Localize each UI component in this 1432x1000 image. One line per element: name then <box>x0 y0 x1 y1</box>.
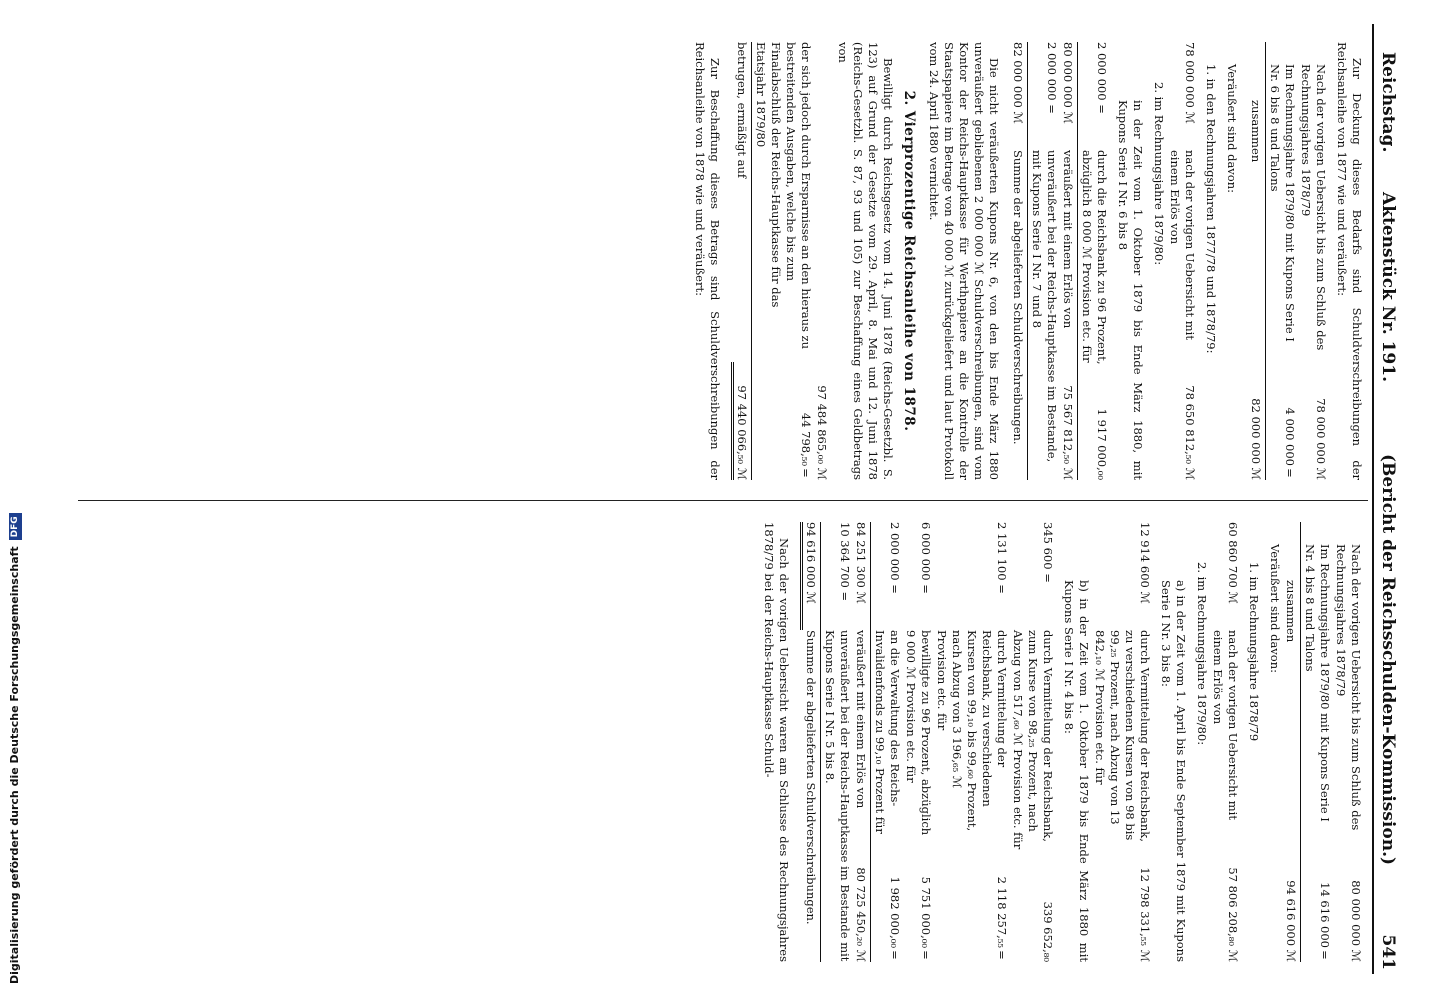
r-paragraph-schluss: Nach der vorigen Uebersicht waren am Schlusse des Rechnungsjahres 1878/79 bei der Reichs-Hauptkasse Schuld- <box>762 522 791 962</box>
rotated-page <box>18 0 1408 1000</box>
row-ersparnisse: der sich jedoch durch Ersparnisse an den hieraus zu bestreitenden Ausgaben, welche bis zum Finalabschluß der Reichs-Hauptkasse für das Etatsjahr 1879/80 44 798,₅₀ = <box>754 42 813 478</box>
header-center: Aktenstück Nr. 191. <box>1378 192 1398 383</box>
row-zusammen: zusammen 82 000 000 ℳ <box>1248 42 1266 480</box>
r-row-b4: 2 000 000 = an die Verwaltung des Reichs-Invalidenfonds zu 99,₁₀ Prozent für 1 982 000,₀₀ = <box>873 522 902 960</box>
row-i1: 78 000 000 ℳ nach der vorigen Uebersicht mit einem Erlös von 78 650 812,₅₀ ℳ <box>1168 42 1197 480</box>
veraeussert-label: Veräußert sind davon: <box>1225 64 1239 193</box>
r-row-unveraeussert: 10 364 700 = unveräußert bei der Reichs-Hauptkasse im Bestande mit Kupons Serie I Nr. 5 bis 8. <box>823 522 852 962</box>
row-nach: Nach der vorigen Uebersicht bis zum Schluß des Rechnungsjahres 1878/79 78 000 000 ℳ <box>1299 64 1328 480</box>
row-total: 80 000 000 ℳ veräußert mit einem Erlös von 75 567 812,₅₀ ℳ <box>1060 42 1078 480</box>
r-row-a: 12 914 600 ℳ durch Vermittelung der Reichsbank, zu verschiedenen Kursen von 98 bis 99,₂₅ Prozent, nach Abzug von 13 842,₁₀ ℳ Provision etc. für 12 798 331,₅₅ ℳ <box>1093 522 1152 962</box>
r-row-zusammen: zusammen 94 616 000 ℳ <box>1283 522 1301 962</box>
r-row-nach: Nach der vorigen Uebersicht bis zum Schluß des Rechnungsjahres 1878/79 80 000 000 ℳ <box>1334 544 1363 962</box>
item2-heading: 2. im Rechnungsjahre 1879/80: <box>1152 82 1166 266</box>
section-heading-1878: 2. Vierprozentige Reichsanleihe von 1878. <box>901 90 917 432</box>
r-item1-heading: 1. im Rechnungsjahre 1878/79 <box>1247 562 1261 742</box>
r-sub-a: a) in der Zeit vom 1. April bis Ende September 1879 mit Kupons Serie I Nr. 3 bis 8: <box>1159 580 1188 962</box>
r-row-b3: 6 000 000 = bewilligte zu 96 Prozent, abzüglich 9 000 ℳ Provision etc. für 5 751 000,₀₀ = <box>904 522 933 960</box>
row-geldbetrag: 97 484 865,₀₀ ℳ <box>815 385 829 480</box>
row-betrugen: betrugen, ermäßigt auf 97 440 066,₅₀ ℳ <box>731 42 752 480</box>
dfg-footer <box>2 0 28 1000</box>
header-left: Reichstag. <box>1378 52 1398 153</box>
page-header <box>1372 24 1402 974</box>
paragraph-beschaffung: Zur Beschaffung dieses Betrags sind Schuldverschreibungen der Reichsanleihe von 1878 wie und veräußert: <box>693 42 722 480</box>
r-row-b1: 345 600 = durch Vermittelung der Reichsbank, zum Kurse von 98,₂₅ Prozent, nach Abzug von 517,₆₀ ℳ Provision etc. für 339 652,₈₀ <box>1011 522 1055 962</box>
intro-paragraph: Zur Deckung dieses Bedarfs sind Schuldverschreibungen der Reichsanleihe von 1877 wie und veräußert: <box>1335 42 1364 480</box>
r-row-zum: Im Rechnungsjahre 1879/80 mit Kupons Serie I Nr. 4 bis 8 und Talons 14 616 000 = <box>1303 544 1332 960</box>
r-row-b2: 2 131 100 = durch Vermittelung der Reichsbank, zu verschiedenen Kursen von 99,₁₀ bis 99,₆₀ Prozent, nach Abzug von 3 196,₆₅ ℳ Provision etc. für 2 118 257,₅₅ = <box>935 522 1009 960</box>
r-row-summe: 94 616 000 ℳ Summe der abgelieferten Schuldverschreibungen. <box>800 522 821 962</box>
item2-text: in der Zeit vom 1. Oktober 1879 bis Ende März 1880, mit Kupons Serie I Nr. 6 bis 8 <box>1116 100 1145 480</box>
right-column <box>755 522 1364 962</box>
paragraph-bewilligt: Bewilligt durch Reichsgesetz vom 14. Juni 1878 (Reichs-Gesetzbl. S. 123) auf Grund der Gesetze vom 29. April, 8. Mai und 12. Juni 1878 (Reichs-Gesetzbl. S. 87, 93 und 105) zur Beschaffung eines Geldbetrags von <box>836 42 895 480</box>
row-zum: Im Rechnungsjahre 1879/80 mit Kupons Serie I Nr. 6 bis 8 und Talons 4 000 000 = <box>1268 64 1297 478</box>
dfg-logo-icon: DFG <box>9 513 22 540</box>
row-summe: 82 000 000 ℳ Summe der abgelieferten Schuldverschreibungen. <box>1010 42 1028 480</box>
r-veraeussert-label: Veräußert sind davon: <box>1268 544 1282 673</box>
row-i2: 2 000 000 = durch die Reichsbank zu 96 Prozent, abzüglich 8 000 ℳ Provision etc. für 1 917 000,₀₀ <box>1080 42 1109 480</box>
left-column <box>686 42 1364 480</box>
r-item2-heading: 2. im Rechnungsjahre 1879/80: <box>1195 562 1209 746</box>
r-sub-b: b) in der Zeit vom 1. Oktober 1879 bis Ende März 1880 mit Kupons Serie I Nr. 4 bis 8: <box>1062 580 1091 962</box>
item1-heading: 1. in den Rechnungsjahren 1877/78 und 1878/79: <box>1204 64 1218 354</box>
paragraph-kupons: Die nicht veräußerten Kupons Nr. 6, von den bis Ende März 1880 unveräußert gebliebenen 2 000 000 ℳ Schuldverschreibungen, sind vom Kontor der Reichs-Hauptkasse für Werthpapiere an die Kontrolle der Staatspapiere im Betrage von 40 000 ℳ zurückgeliefert und laut Protokoll vom 24. April 1880 vernichtet. <box>927 42 1001 480</box>
column-divider <box>78 500 1368 501</box>
r-row-total: 84 251 300 ℳ veräußert mit einem Erlös von 80 725 450,₂₀ ℳ <box>853 522 871 962</box>
dfg-footer-text: Digitalisierung gefördert durch die Deutsche Forschungsgemeinschaft <box>8 546 21 984</box>
row-unveraeussert: 2 000 000 = unveräußert bei der Reichs-Hauptkasse im Bestande, mit Kupons Serie I Nr. 7 und 8 <box>1030 42 1059 463</box>
page-number: 541 <box>1378 934 1398 970</box>
header-right: (Bericht der Reichsschulden-Kommission.) <box>1378 454 1398 866</box>
r-row-i1: 60 860 700 ℳ nach der vorigen Uebersicht mit einem Erlös von 57 806 208,₈₀ ℳ <box>1211 522 1240 962</box>
